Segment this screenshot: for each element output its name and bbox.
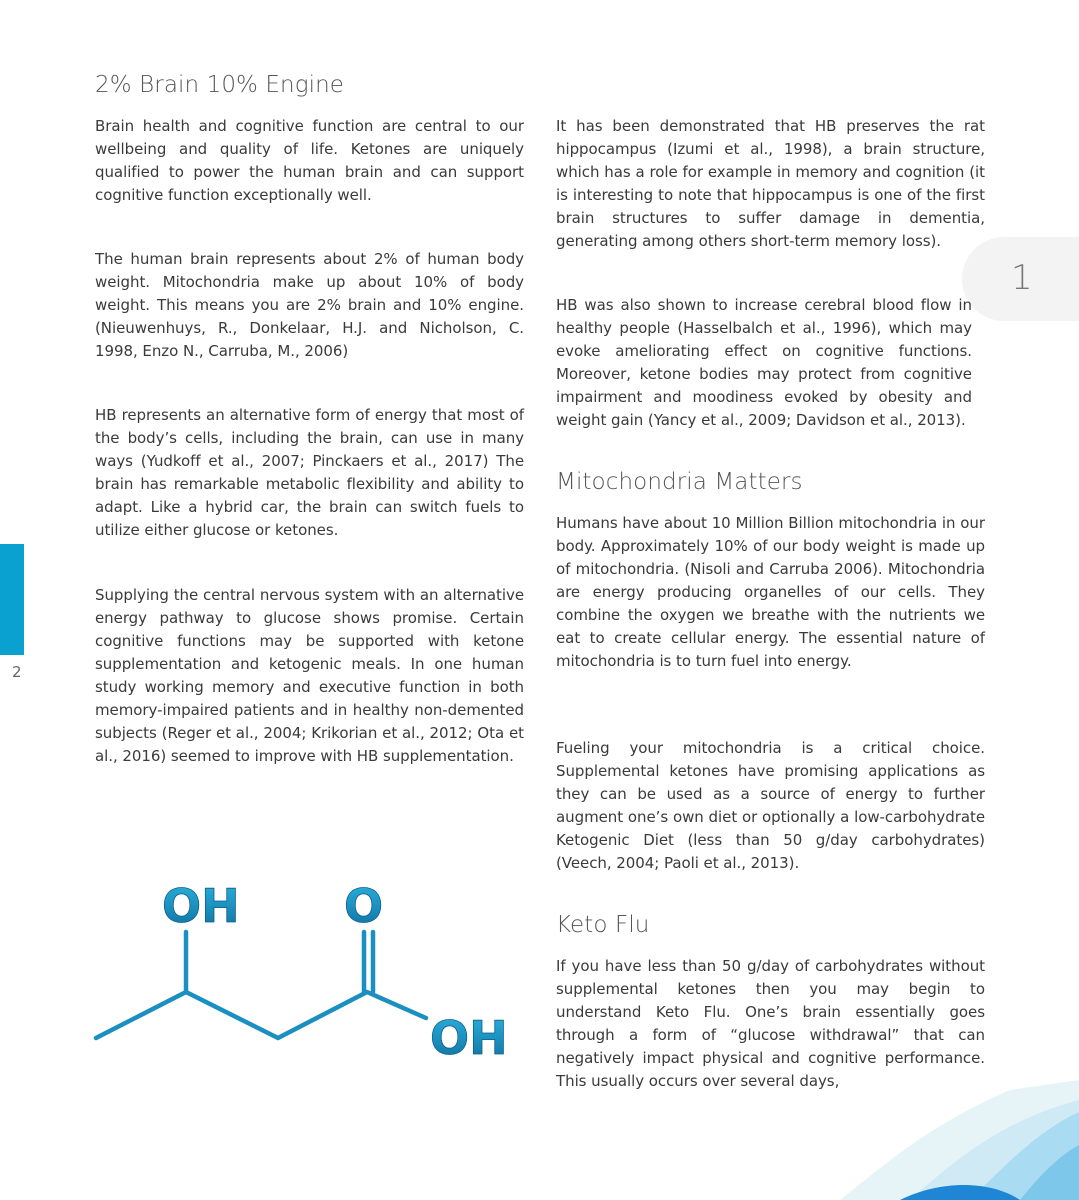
paragraph-hippocampus: It has been demonstrated that HB preserves the rat hippocampus (Izumi et al., 1998), a brain structure, which has a role for example in memory and cognition (it is interesting to note that hippocampus is one of the first brain structures to suffer damage in dementia, generating among others short-term memory loss). (556, 117, 985, 250)
paragraph-brain-weight: The human brain represents about 2% of human body weight. Mitochondria make up about 10% of body weight. This means you are 2% brain and 10% engine. (Nieuwenhuys, R., Donkelaar, H.J. and Nicholson, C. 1998, Enzo N., Carruba, M., 2006) (95, 250, 524, 360)
carbon-chain-bonds (96, 992, 426, 1038)
paragraph-hb-energy: HB represents an alternative form of energy that most of the body’s cells, including the brain, can use in many ways (Yudkoff et al., 2007; Pinckaers et al., 2017) The brain has remarkable metabolic flexibility and ability to adapt. Like a hybrid car, the brain can switch fuels to utilize either glucose or ketones. (95, 406, 524, 539)
label-oh-top: OH (162, 879, 240, 933)
label-o: O (344, 879, 384, 933)
heading-keto-flu: Keto Flu (556, 912, 650, 938)
page-edge-accent-bar (0, 544, 24, 655)
paragraph-cns-supply: Supplying the central nervous system with an alternative energy pathway to glucose shows promise. Certain cognitive functions may be supported with ketone supplementation and ketogenic meals. In one human study working memory and executive function in both memory-impaired patients and in healthy non-demented subjects (Reger et al., 2004; Krikorian et al., 2012; Ota et al., 2016) seemed to improve with HB supplementation. (95, 586, 524, 765)
heading-mitochondria-matters: Mitochondria Matters (556, 469, 803, 495)
paragraph-fueling-mitochondria: Fueling your mitochondria is a critical choice. Supplemental ketones have promising applications as they can be used as a source of energy to further augment one’s own diet or optionally a low-carbohydrate Ketogenic Diet (less than 50 g/day carbohydrates) (Veech, 2004; Paoli et al., 2013). (556, 739, 985, 872)
paragraph-brain-health: Brain health and cognitive function are central to our wellbeing and quality of life. Ketones are uniquely qualified to power the human brain and can support cognitive function exceptionally well. (95, 117, 524, 204)
paragraph-mitochondria-count: Humans have about 10 Million Billion mitochondria in our body. Approximately 10% of our body weight is made up of mitochondria. (Nisoli and Carruba 2006). Mitochondria are energy producing organelles of our cells. They combine the oxygen we breathe with the nutrients we eat to create cellular energy. The essential nature of mitochondria is to turn fuel into energy. (556, 514, 985, 670)
label-oh-right: OH (430, 1011, 508, 1065)
heading-brain-engine: 2% Brain 10% Engine (95, 72, 345, 98)
paragraph-blood-flow: HB was also shown to increase cerebral blood flow in healthy people (Hasselbalch et al., 1996), which may evoke ameliorating effect on cognitive functions. Moreover, ketone bodies may protect from cognitive impairment and moodiness evoked by obesity and weight gain (Yancy et al., 2009; Davidson et al., 2013). (556, 296, 972, 429)
beta-hydroxybutyrate-molecule-diagram (86, 870, 536, 1070)
page-number-right: 1 (1011, 258, 1033, 298)
page-number-left: 2 (12, 663, 22, 681)
decorative-corner-waves (780, 1050, 1079, 1200)
paragraph-keto-flu: If you have less than 50 g/day of carbohydrates without supplemental ketones then you may begin to understand Keto Flu. One’s brain essentially goes through a form of “glucose withdrawal” that can negatively impact physical and cognitive performance. This usually occurs over several days, (556, 957, 985, 1090)
